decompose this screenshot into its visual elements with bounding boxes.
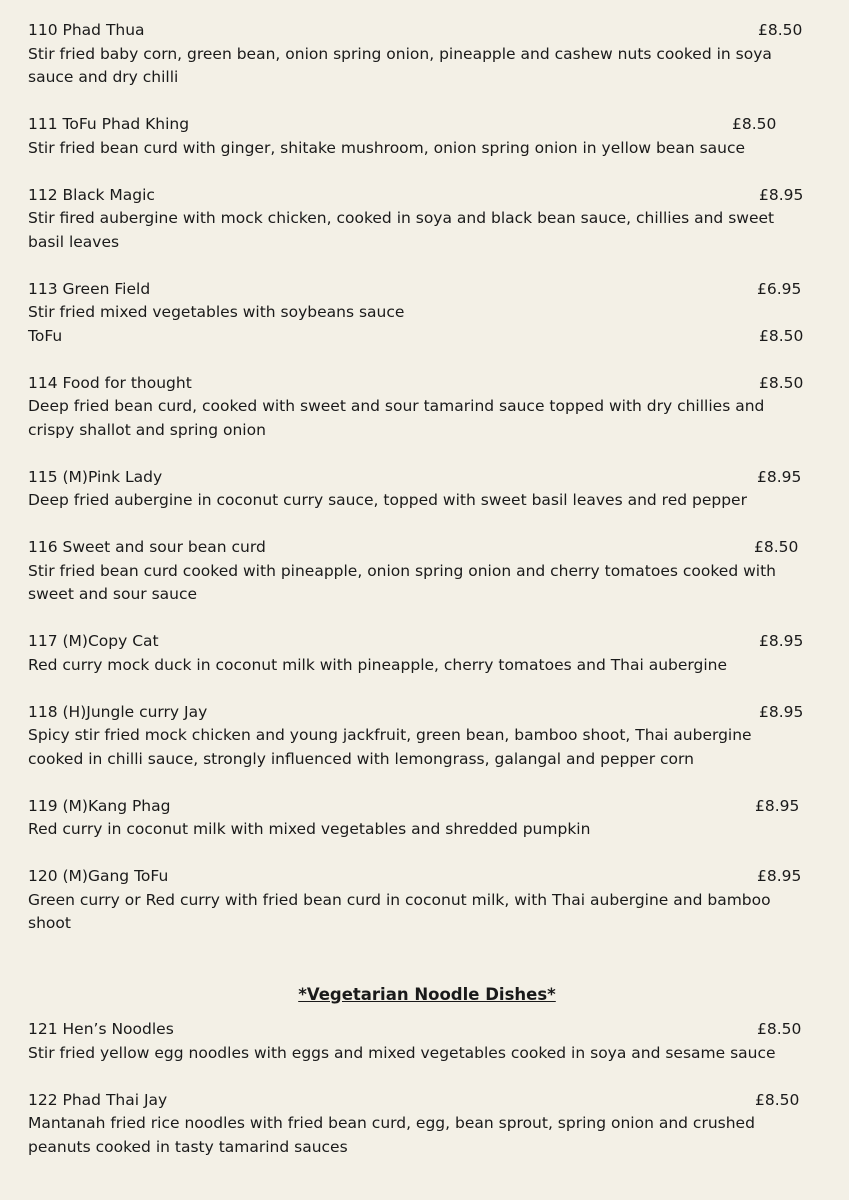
item-name: 119 (M)Kang Phag <box>28 796 171 815</box>
item-name: 115 (M)Pink Lady <box>28 467 163 486</box>
item-price: £8.95 <box>757 467 802 486</box>
description-line: sweet and sour sauce <box>28 585 198 603</box>
menu-item-118 <box>28 701 818 772</box>
item-price: £8.95 <box>755 796 800 815</box>
item-description <box>28 137 788 161</box>
item-description <box>28 560 788 607</box>
item-description <box>28 43 788 90</box>
description-line: basil leaves <box>28 232 120 251</box>
item-description <box>28 1042 788 1066</box>
menu-item-115 <box>28 466 818 513</box>
description-line: Deep fried bean curd, cooked with sweet and sour tamarind sauce topped with dry chillies and <box>28 397 765 415</box>
item-name: 112 Black Magic <box>28 185 155 204</box>
description-line: Stir fried yellow egg noodles with eggs and mixed vegetables cooked in soya and sesame sauce <box>28 1043 776 1062</box>
menu-item-110 <box>28 19 818 90</box>
item-name: 114 Food for thought <box>28 373 192 392</box>
item-description <box>28 301 788 325</box>
item-name: 118 (H)Jungle curry Jay <box>28 702 208 721</box>
item-description <box>28 207 788 254</box>
item-price: £8.95 <box>759 702 804 721</box>
menu-item-116 <box>28 536 818 607</box>
description-line: cooked in chilli sauce, strongly influenced with lemongrass, galangal and pepper corn <box>28 749 694 768</box>
item-price: £8.50 <box>754 538 799 556</box>
item-name: 122 Phad Thai Jay <box>28 1090 168 1109</box>
item-variant-tofu <box>28 325 818 349</box>
item-price: £8.95 <box>759 632 804 650</box>
item-name: 117 (M)Copy Cat <box>28 632 159 650</box>
description-line: crispy shallot and spring onion <box>28 420 266 439</box>
description-line: Stir fried bean curd cooked with pineapple, onion spring onion and cherry tomatoes cooked with <box>28 561 776 580</box>
item-name: 111 ToFu Phad Khing <box>28 115 190 133</box>
menu-item-122 <box>28 1089 818 1160</box>
description-line: Mantanah fried rice noodles with fried bean curd, egg, bean sprout, spring onion and crushed <box>28 1114 755 1132</box>
item-price: £6.95 <box>757 279 802 298</box>
item-name: 110 Phad Thua <box>28 21 145 39</box>
item-description <box>28 818 788 842</box>
item-description <box>28 395 788 442</box>
item-price: £8.50 <box>755 1090 800 1109</box>
item-name: 116 Sweet and sour bean curd <box>28 538 266 556</box>
menu-item-117 <box>28 630 818 677</box>
menu-item-119 <box>28 795 818 842</box>
description-line: Stir fired aubergine with mock chicken, cooked in soya and black bean sauce, chillies and sweet <box>28 209 775 227</box>
description-line: Red curry in coconut milk with mixed vegetables and shredded pumpkin <box>28 820 591 838</box>
menu-item-114 <box>28 372 818 443</box>
description-line: peanuts cooked in tasty tamarind sauces <box>28 1137 348 1156</box>
menu-item-121 <box>28 1018 818 1065</box>
item-name: 120 (M)Gang ToFu <box>28 867 169 885</box>
description-line: sauce and dry chilli <box>28 68 179 86</box>
description-line: Spicy stir fried mock chicken and young jackfruit, green bean, bamboo shoot, Thai aubergine <box>28 726 752 744</box>
item-price: £8.50 <box>758 21 803 39</box>
item-description <box>28 724 788 771</box>
section-heading-vegetarian-noodle-dishes: *Vegetarian Noodle Dishes* <box>298 984 556 1004</box>
item-description <box>28 654 788 678</box>
item-price: £8.50 <box>732 115 777 133</box>
item-name: 113 Green Field <box>28 279 151 298</box>
menu-item-111 <box>28 113 818 160</box>
item-name: 121 Hen’s Noodles <box>28 1020 174 1038</box>
variant-name: ToFu <box>28 326 63 345</box>
description-line: Red curry mock duck in coconut milk with pineapple, cherry tomatoes and Thai aubergine <box>28 655 728 674</box>
description-line: Deep fried aubergine in coconut curry sauce, topped with sweet basil leaves and red pepper <box>28 491 747 509</box>
item-price: £8.50 <box>757 1020 802 1038</box>
item-description <box>28 889 788 936</box>
item-description <box>28 489 788 513</box>
item-price: £8.95 <box>759 185 804 204</box>
menu-page <box>28 19 818 1159</box>
item-description <box>28 1112 788 1159</box>
description-line: Stir fried baby corn, green bean, onion spring onion, pineapple and cashew nuts cooked in soya <box>28 44 772 63</box>
variant-price: £8.50 <box>759 326 804 345</box>
item-price: £8.50 <box>759 373 804 392</box>
description-line: Green curry or Red curry with fried bean curd in coconut milk, with Thai aubergine and bamboo <box>28 890 771 909</box>
description-line: shoot <box>28 914 71 932</box>
menu-item-120 <box>28 865 818 936</box>
item-price: £8.95 <box>757 867 802 885</box>
description-line: Stir fried mixed vegetables with soybeans sauce <box>28 303 405 321</box>
menu-item-112 <box>28 184 818 255</box>
menu-item-113 <box>28 278 818 349</box>
description-line: Stir fried bean curd with ginger, shitake mushroom, onion spring onion in yellow bean sauce <box>28 138 746 157</box>
